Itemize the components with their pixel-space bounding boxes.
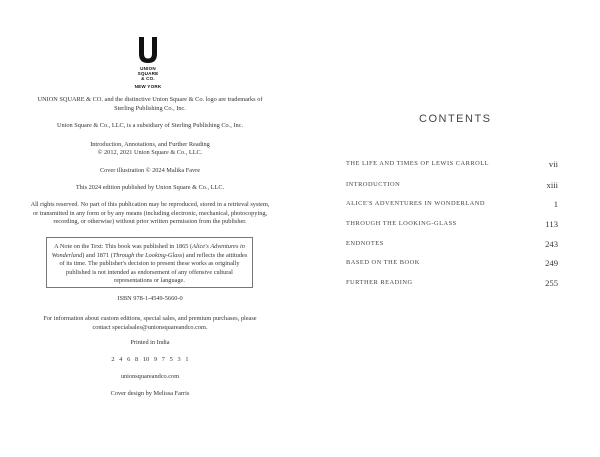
toc-entry-page: 249 [545,258,558,268]
isbn: ISBN 978-1-4549-5660-0 [117,295,183,302]
subsidiary-notice: Union Square & Co., LLC, is a subsidiary of Sterling Publishing Co., Inc. [56,122,244,129]
logo-text-line: & CO. [141,76,155,81]
toc-entry-title: THROUGH THE LOOKING-GLASS [346,220,457,227]
intro-copyright-year: © 2012, 2021 Union Square & Co., LLC. [97,149,203,156]
toc-entry-title: INTRODUCTION [346,181,401,188]
toc-entry-page: xiii [546,180,558,190]
toc-entry-page: vii [548,159,558,169]
cover-illustration-credit: Cover illustration © 2024 Malika Favre [99,167,201,174]
toc-entry-title: ENDNOTES [346,240,384,247]
note-on-text-box [46,237,253,288]
logo-text-line: SQUARE [137,71,159,76]
publisher-logo [128,36,168,89]
printing-numbers: 2 4 6 8 10 9 7 5 3 1 [111,356,189,363]
logo-text-line: UNION [140,66,156,71]
toc-entry-page: 255 [545,278,558,288]
note-title-looking-glass: Through the Looking-Glass [112,251,183,259]
intro-copyright-line: Introduction, Annotations, and Further Reading [90,141,210,148]
toc-entry-page: 1 [553,199,558,209]
note-text: A Note on the Text: This book was published in 1865 ( [54,243,193,250]
rights-statement: All rights reserved. No part of this publication may be reproduced, stored in a retrieval system, or transmitted in any form or by any means (including electronic, mechanical, photocopying, recording, or otherwise) without prior written permission from the publisher. [30,201,270,226]
toc-entry-title: FURTHER READING [346,279,413,286]
note-text: ) and 1871 ( [82,251,113,259]
cover-design-credit: Cover design by Melissa Farris [110,390,190,397]
note-text: ) and reflects the attitudes of its time. The publisher's decision to present these works as originally published is not intended as endorsement of any offensive cultural representations or language. [59,251,248,285]
toc-entry-title: BASED ON THE BOOK [346,259,420,266]
union-square-u-icon [135,36,161,66]
printed-in: Printed in India [130,339,170,346]
publisher-website: unionsquareandco.com [120,373,180,380]
custom-editions-info: For information about custom editions, special sales, and premium purchases, please contact specialsales@unionsquareandco.com. [43,315,257,331]
toc-entry-title: THE LIFE AND TIMES OF LEWIS CARROLL [346,160,490,167]
contents-title: CONTENTS [419,113,492,125]
edition-statement: This 2024 edition published by Union Square & Co., LLC. [75,184,225,191]
trademark-notice: UNION SQUARE & CO. and the distinctive Union Square & Co. logo are trademarks of Sterling Publishing Co., Inc. [37,96,263,112]
toc-entry-page: 243 [545,239,558,249]
logo-city: NEW YORK [134,84,162,89]
toc-entry-page: 113 [545,219,558,229]
toc-entry-title: ALICE'S ADVENTURES IN WONDERLAND [346,200,485,207]
note-title-alice: Alice's Adventures in Wonderland [51,243,245,259]
